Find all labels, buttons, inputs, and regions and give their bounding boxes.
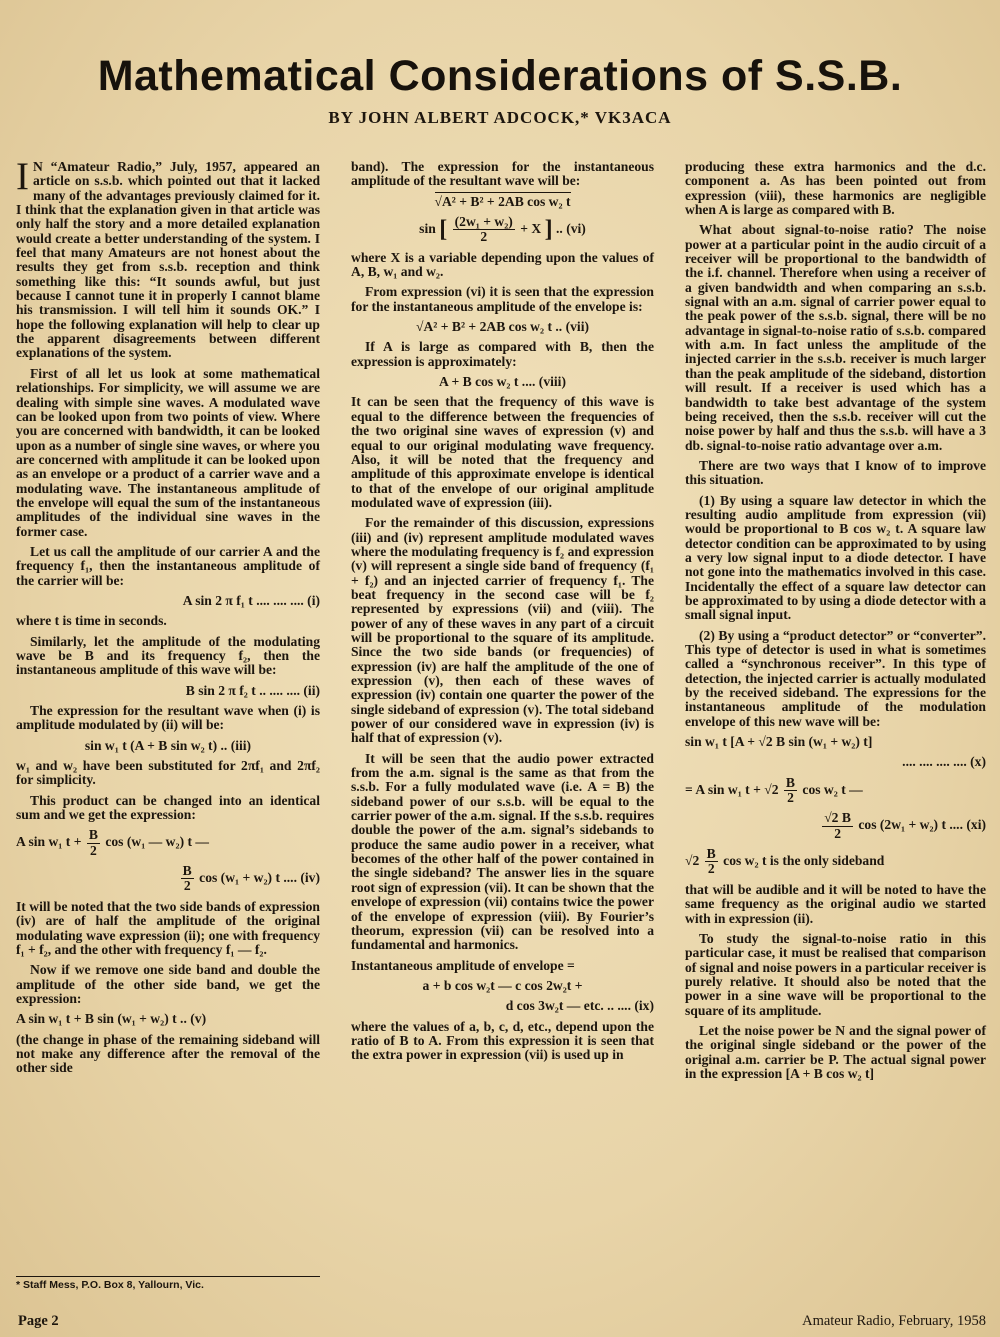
equation-x-line1: sin w₁ t [A + √2 B sin (w₁ + w₂) t] — [685, 734, 873, 750]
paragraph — [16, 155, 320, 361]
paragraph: Let the noise power be N and the signal power of the original single sideband or the power of the original a.m. carrier be P. The actual signal power in the expression [A + B cos w₂ t] — [685, 1022, 986, 1081]
page-number: Page 2 — [18, 1313, 59, 1329]
equation-text: cos w₂ t — — [802, 781, 863, 797]
paragraph: that will be audible and it will be noted to have the same frequency as the original audio we started with in expression (ii). — [685, 881, 986, 926]
paragraph: (1) By using a square law detector in which the resulting audio amplitude from expression (vii) would be proportional to B cos w₂ t. A square law detector condition can be approximated to by using a very low signal input to a diode detector. I have not gone into the mathematics involved in this case. Incidentally the effect of a square law detector can be approximated to by using a diode detector with a small signal input. — [685, 492, 986, 623]
numerator: B — [182, 863, 192, 879]
fraction — [705, 847, 718, 877]
paragraph: where t is time in seconds. — [16, 613, 167, 629]
equation-viii: A + B cos w₂ t .... (viii) — [439, 374, 566, 390]
equation-text: = A sin w₁ t + √2 — [685, 781, 779, 797]
denominator: 2 — [707, 861, 715, 877]
equation-x-line2: .... .... .... .... (x) — [902, 754, 986, 770]
paragraph: First of all let us look at some mathematical relationships. For simplicity, we will assume we are dealing with simple sine waves. A modulated wave can be looked upon from two points of view. Where you are concerned with bandwidth, it can be looked upon as a number of single sine waves, or where you are concerned with amplitude it can be looked upon as an envelope or a product of a carrier wave and a modulating wave. The instantaneous amplitude of the envelope will equal the sum of the instantaneous amplitudes of the individual sine waves in the former case. — [16, 365, 320, 539]
equation-xi-line2 — [685, 811, 986, 841]
numerator: B — [785, 774, 795, 790]
paragraph: From expression (vi) it is seen that the expression for the instantaneous amplitude of the envelope is: — [351, 284, 654, 314]
equation-xi-line1 — [685, 776, 986, 806]
equation-text: A sin w₁ t + — [16, 834, 82, 850]
paragraph: If A is large as compared with B, then the expression is approximately: — [351, 339, 654, 369]
paragraph-text: N “Amateur Radio,” July, 1957, appeared an article on s.s.b. which pointed out that it lacked many of the advantages previously claimed for it. I think that the explanation given in that article was only half the story and a more detailed explanation would create a better understanding of the system. I feel that many Amateurs are not honest about the results they get from s.s.b. reception and think something like this: “It sounds awful, but just because I cannot tune it in properly I cannot blame his transmission. I will tell him it sounds OK.” I hope the following explanation will help to clear up the apparent disagreements between different explanations of the system. — [16, 159, 320, 361]
denominator: 2 — [183, 878, 191, 894]
equation-ix-line1: a + b cos w₂t — c cos 2w₂t + — [422, 977, 583, 993]
byline: BY JOHN ALBERT ADCOCK,* VK3ACA — [328, 108, 672, 127]
paragraph: It will be seen that the audio power extracted from the a.m. signal is the same as that from the s.s.b. For a fully modulated wave (i.e. A = B) the sideband power of our s.s.b. will be equal to the carrier power of the a.m. signal. If the s.s.b. requires double the power of the a.m. signal’s sidebands to produce the same audio power in a receiver, what becomes of the other half of the power contained in the single sideband? The answer lies in the square root sign of expression (vii). It can be shown that the envelope of expression (vii) contains twice the power of the envelope of expression (viii). By Fourier’s theorum, expression (vii) can be resolved into a fundamental and harmonics. — [351, 750, 654, 953]
paragraph: Instantaneous amplitude of envelope = — [351, 957, 575, 973]
numerator: B — [706, 846, 716, 862]
equation-text: cos (w₁ + w₂) t .... (iv) — [199, 870, 320, 886]
equation-i: A sin 2 π f₁ t .... .... .... (i) — [182, 592, 320, 608]
paragraph: It will be noted that the two side bands of expression (iv) are of half the amplitude of the original modulating wave expression (ii); one with frequency f₁ + f₂, and the other with frequency f₁ — f₂. — [16, 898, 320, 957]
column-1 — [16, 155, 320, 1082]
fraction — [181, 864, 194, 894]
paragraph: band). The expression for the instantaneous amplitude of the resultant wave will be: — [351, 159, 654, 189]
equation-text: √2 — [685, 853, 700, 869]
running-footer: Amateur Radio, February, 1958 — [802, 1313, 986, 1329]
paragraph: where X is a variable depending upon the values of A, B, w₁ and w₂. — [351, 249, 654, 280]
equation-ii: B sin 2 π f₂ t .. .... .... (ii) — [185, 682, 320, 698]
paragraph: Similarly, let the amplitude of the modulating wave be B and its frequency f₂, then the instantaneous amplitude of this wave will be: — [16, 633, 320, 678]
paragraph: It can be seen that the frequency of this wave is equal to the difference between the frequencies of the two original sine waves of expression (v) and equal to our original modulating wave frequency. Also, it will be noted that the frequency and amplitude of this approximate envelope is identical to that of the envelope of our original amplitude modulated wave of expression (iii). — [351, 394, 654, 510]
bracket-right: ] — [544, 216, 553, 243]
denominator: 2 — [834, 825, 841, 841]
equation-iv-line2 — [16, 864, 320, 894]
equation-tag: .. (vi) — [556, 221, 586, 236]
paragraph: (the change in phase of the remaining sideband will not make any difference after the removal of the other side — [16, 1031, 320, 1076]
paragraph: For the remainder of this discussion, expressions (iii) and (iv) represent amplitude modulated waves where the modulating frequency is f₂ and expression (v) will represent a single side band of frequency (f₁ + f₂) and an injected carrier of frequency f₁. The beat frequency in the second case will be f₂ represented by expressions (vii) and (viii). The power of any of these waves in any part of a circuit will be proportional to the square of its amplitude. Since the two side bands (or frequencies) of expression (iv) are half the amplitude of the one of expression (v), then each of these waves of expression (iv) contain one quarter the power of the single sideband of expression (v). The total sideband power of our considered wave in expression (iv) is half that of expression (v). — [351, 515, 654, 746]
fraction — [784, 776, 797, 806]
paragraph: producing these extra harmonics and the d.c. component a. As has been pointed out from expression (viii), these harmonics are negligible when A is large as compared with B. — [685, 159, 986, 218]
equation-text: sin — [419, 221, 436, 236]
paragraph: Now if we remove one side band and double the amplitude of the other side band, we get the expression: — [16, 962, 320, 1006]
equation-iv-line1 — [16, 828, 320, 858]
paragraph: There are two ways that I know of to improve this situation. — [685, 457, 986, 488]
footnote-rule — [16, 1276, 320, 1277]
paragraph: (2) By using a “product detector” or “converter”. This type of detector is used in what is sometimes called a “synchronous receiver”. In this type of detection, the injected carrier is actually modulated by the received sideband. The expressions for the instantaneous amplitude of the modulation envelope of this new wave will be: — [685, 627, 986, 729]
paragraph: What about signal-to-noise ratio? The noise power at a particular point in the audio circuit of a receiver will be proportional to the bandwidth of the i.f. channel. Therefore when using a receiver of a given bandwidth and when comparing an s.s.b. signal with an a.m. signal of carrier power equal to the peak power of the s.s.b. signal, there will be no advantage in signal-to-noise ratio of s.s.b. compared with a.m. In fact unless the amplitude of the injected carrier in the s.s.b. receiver is much larger than the peak amplitude of the sideband, distortion will result. If a receiver is used which has a bandwidth to take best advantage of the system being received, then the s.s.b. receiver will cut the noise power by half and thus the s.s.b. will have a 3 db. signal-to-noise ratio advantage over a.m. — [685, 222, 986, 453]
equation-vi-line2 — [351, 215, 654, 245]
fraction — [822, 811, 853, 841]
equation-text: cos w₂ t is the only sideband — [723, 853, 885, 869]
equation-text: √A² + B² + 2AB cos w₂ t — [434, 193, 571, 209]
paragraph: This product can be changed into an identical sum and we get the expression: — [16, 792, 320, 823]
denominator: 2 — [90, 842, 97, 858]
paragraph: The expression for the resultant wave when (i) is amplitude modulated by (ii) will be: — [16, 703, 320, 733]
article-title: Mathematical Considerations of S.S.B. — [97, 52, 903, 100]
equation-text: + X — [520, 221, 542, 236]
equation-vi-line1 — [351, 195, 654, 209]
numerator: B — [88, 827, 98, 843]
fraction — [87, 828, 100, 858]
bracket-left: [ — [439, 216, 448, 243]
equation-sideband — [685, 847, 986, 877]
equation-v: A sin w₁ t + B sin (w₁ + w₂) t .. (v) — [16, 1011, 207, 1027]
denominator: 2 — [787, 790, 794, 806]
footnote: * Staff Mess, P.O. Box 8, Yallourn, Vic. — [16, 1279, 204, 1291]
paragraph: Let us call the amplitude of our carrier A and the frequency f₁, then the instantaneous amplitude of the carrier will be: — [16, 543, 320, 588]
column-3 — [685, 160, 986, 1087]
equation-ix-line2: d cos 3w₂t — etc. .. .... (ix) — [505, 998, 654, 1014]
column-2 — [351, 160, 654, 1069]
paragraph: where the values of a, b, c, d, etc., depend upon the ratio of B to A. From this expression it is seen that the extra power in expression (vii) is used up in — [351, 1018, 654, 1063]
paragraph: w₁ and w₂ have been substituted for 2πf₁ and 2πf₂ for simplicity. — [16, 758, 320, 788]
equation-iii: sin w₁ t (A + B sin w₂ t) .. (iii) — [84, 737, 252, 753]
denominator: 2 — [480, 229, 488, 245]
equation-text: cos (2w₁ + w₂) t .... (xi) — [858, 817, 986, 833]
fraction — [453, 215, 515, 245]
equation-text: cos (w₁ — w₂) t — — [105, 834, 210, 850]
numerator: √2 B — [824, 810, 851, 826]
paragraph: To study the signal-to-noise ratio in this particular case, it must be realised that comparison of signal and noise powers in a particular receiver is purely relative. It should also be noted that the power in a sine wave will be proportional to the square of its amplitude. — [685, 930, 986, 1018]
equation-vii: √A² + B² + 2AB cos w₂ t .. (vii) — [416, 319, 589, 335]
drop-cap: I — [16, 155, 29, 198]
numerator: (2w₁ + w₂) — [454, 214, 513, 230]
